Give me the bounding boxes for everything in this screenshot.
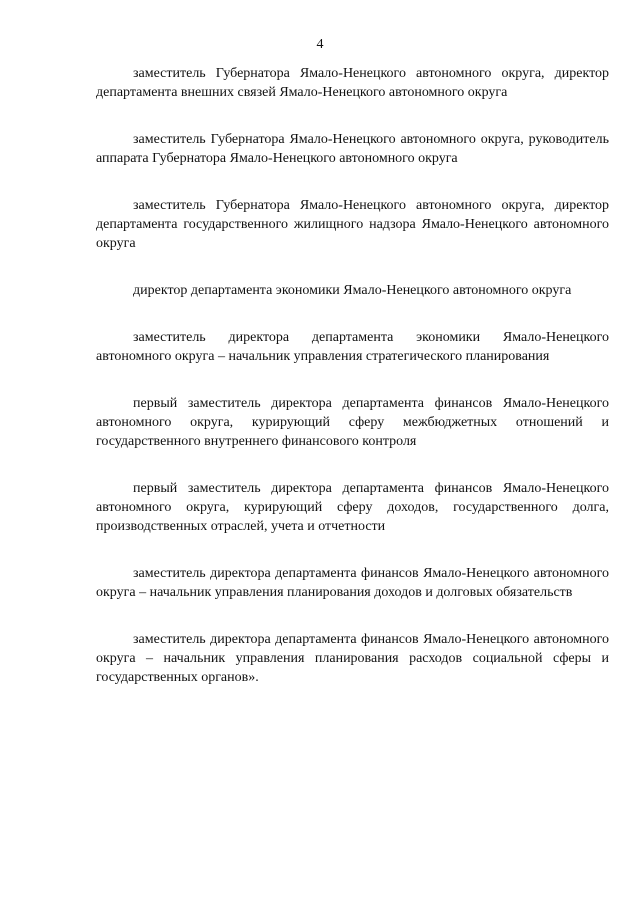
paragraph-first-deputy-finance-revenue-debt: первый заместитель директора департамента финансов Ямало-Ненецкого автономного округа, курирующий сферу доходов, государственного долга, производственных отраслей, учета и отчетности bbox=[96, 481, 609, 534]
paragraph-director-economics: директор департамента экономики Ямало-Ненецкого автономного округа bbox=[133, 283, 572, 298]
paragraph-deputy-governor-external-relations: заместитель Губернатора Ямало-Ненецкого автономного округа, директор департамента внешних связей Ямало-Ненецкого автономного округа bbox=[96, 66, 609, 100]
paragraph-deputy-director-finance-revenue-planning: заместитель директора департамента финансов Ямало-Ненецкого автономного округа – начальник управления планирования доходов и долговых обязательств bbox=[96, 566, 609, 600]
paragraph-deputy-governor-housing-supervision: заместитель Губернатора Ямало-Ненецкого автономного округа, директор департамента государственного жилищного надзора Ямало-Ненецкого автономного округа bbox=[96, 198, 609, 251]
paragraph-first-deputy-finance-interbudget: первый заместитель директора департамента финансов Ямало-Ненецкого автономного округа, курирующий сферу межбюджетных отношений и государственного внутреннего финансового контроля bbox=[96, 396, 609, 449]
paragraph-deputy-director-finance-expense-planning: заместитель директора департамента финансов Ямало-Ненецкого автономного округа – начальник управления планирования расходов социальной сферы и государственных органов». bbox=[96, 632, 609, 685]
paragraph-deputy-director-economics-strategic-planning: заместитель директора департамента экономики Ямало-Ненецкого автономного округа – начальник управления стратегического планирования bbox=[96, 330, 609, 364]
page-number: 4 bbox=[316, 37, 324, 52]
paragraph-deputy-governor-chief-of-staff: заместитель Губернатора Ямало-Ненецкого автономного округа, руководитель аппарата Губернатора Ямало-Ненецкого автономного округа bbox=[96, 132, 609, 166]
document-body bbox=[96, 64, 609, 715]
